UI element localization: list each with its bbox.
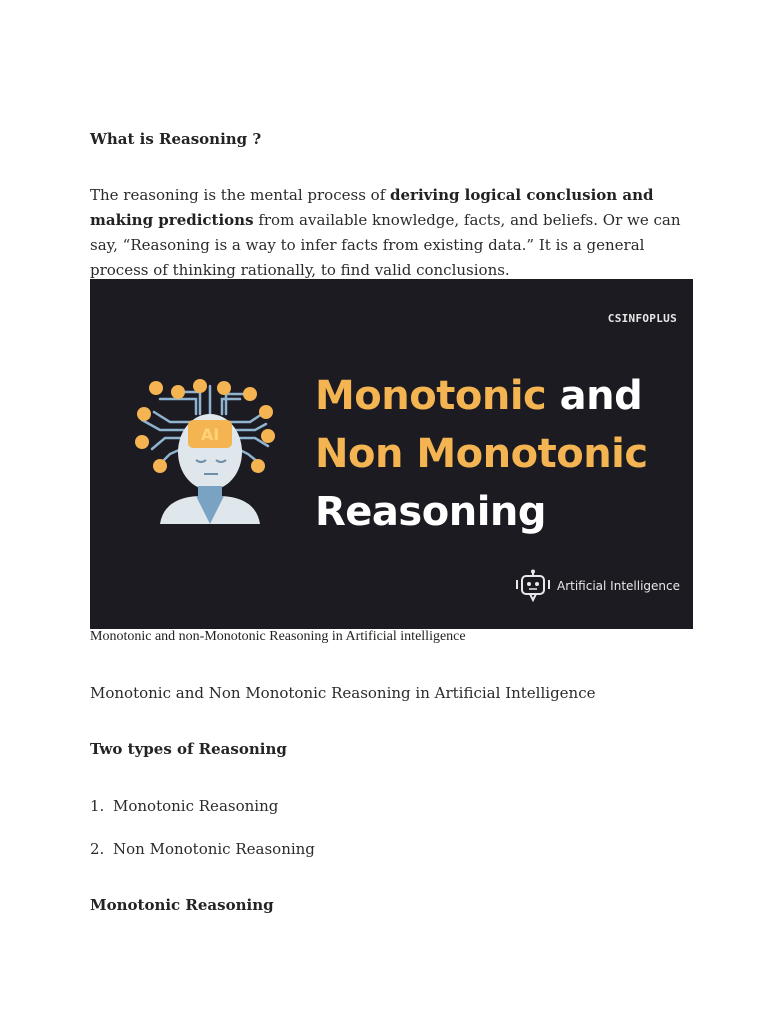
banner-title-line1 <box>315 367 648 425</box>
intro-text-start: The reasoning is the mental process of <box>90 186 391 204</box>
intro-paragraph <box>90 183 694 283</box>
banner-title-and: and <box>546 373 643 419</box>
heading-what-is-reasoning: What is Reasoning ? <box>90 130 262 148</box>
list-number: 1. <box>90 797 105 815</box>
artificial-intelligence-badge <box>515 569 680 603</box>
image-caption: Monotonic and non-Monotonic Reasoning in Artificial intelligence <box>90 629 466 644</box>
ai-head-circuit-icon <box>130 374 280 534</box>
badge-label: Artificial Intelligence <box>557 579 680 593</box>
heading-two-types: Two types of Reasoning <box>90 740 287 758</box>
list-label: Non Monotonic Reasoning <box>113 840 315 858</box>
banner-title-line3: Reasoning <box>315 489 547 535</box>
banner-title-monotonic: Monotonic <box>315 373 547 419</box>
intro-bold-text: deriving logical conclusion and making predictions <box>90 186 654 229</box>
banner-title <box>315 367 648 541</box>
list-number: 2. <box>90 840 105 858</box>
banner-brand: CSINFOPLUS <box>607 312 677 325</box>
list-item <box>90 797 278 815</box>
intro-text-end: from available knowledge, facts, and beliefs. Or we can say, “Reasoning is a way to infer facts from existing data.” It is a general process of thinking rationally, to find valid conclusions. <box>90 211 681 279</box>
subtitle: Monotonic and Non Monotonic Reasoning in Artificial Intelligence <box>90 684 596 702</box>
banner-image <box>90 279 693 629</box>
robot-icon <box>515 569 551 603</box>
svg-text:AI: AI <box>200 425 220 444</box>
list-item <box>90 840 315 858</box>
list-label: Monotonic Reasoning <box>113 797 279 815</box>
heading-monotonic-reasoning: Monotonic Reasoning <box>90 896 274 914</box>
banner-title-line2: Non Monotonic <box>315 431 648 477</box>
